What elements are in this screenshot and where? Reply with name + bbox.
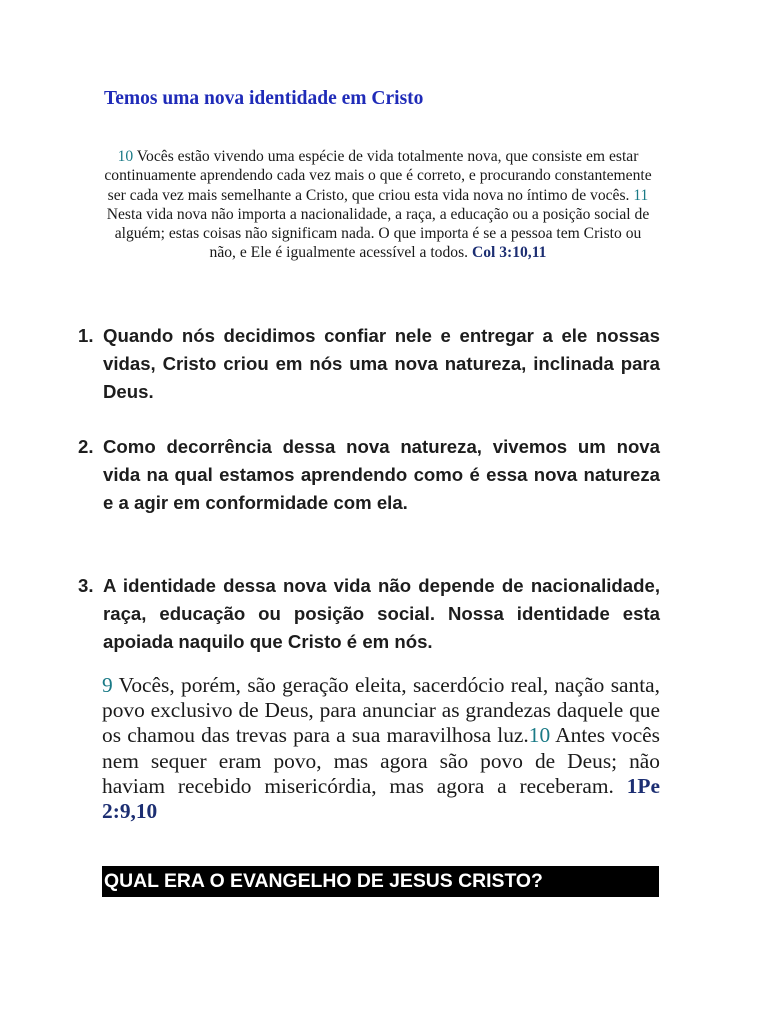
section-banner: QUAL ERA O EVANGELHO DE JESUS CRISTO? (102, 866, 659, 897)
list-number: 3. (78, 575, 94, 596)
verse-text: Vocês estão vivendo uma espécie de vida totalmente nova, que consiste em estar continuamente aprendendo cada vez mais o que é correto, e procurando constantemente ser cada vez mais semelhante a Cristo, que criou esta vida nova no íntimo de vocês. (104, 148, 652, 204)
verse-number: 11 (633, 186, 649, 204)
list-item-text: A identidade dessa nova vida não depende de nacionalidade, raça, educação ou posição social. Nossa identidade esta apoiada naquilo que Cristo é em nós. (103, 575, 660, 652)
bible-quote-1-peter (102, 673, 660, 824)
section-heading: Temos uma nova identidade em Cristo (104, 88, 424, 109)
list-item (78, 572, 660, 656)
scripture-reference: Col 3:10,11 (471, 244, 547, 262)
list-item-text: Quando nós decidimos confiar nele e entregar a ele nossas vidas, Cristo criou em nós uma nova natureza, inclinada para Deus. (103, 325, 660, 402)
verse-number: 9 (102, 673, 113, 697)
list-item-text: Como decorrência dessa nova natureza, vivemos um nova vida na qual estamos aprendendo como é essa nova natureza e a agir em conformidade com ela. (103, 436, 660, 513)
scripture-reference: 1Pe 2:9,10 (102, 773, 660, 824)
verse-number: 10 (117, 148, 134, 165)
list-item (78, 433, 660, 517)
list-number: 2. (78, 436, 94, 457)
list-item (78, 322, 660, 406)
verse-text: Antes vocês nem sequer eram povo, mas agora são povo de Deus; não haviam recebido misericórdia, mas agora a receberam. (102, 723, 661, 798)
list-number: 1. (78, 325, 94, 346)
verse-text: Vocês, porém, são geração eleita, sacerdócio real, nação santa, povo exclusivo de Deus, para anunciar as grandezas daquele que os chamou das trevas para a sua maravilhosa luz. (102, 673, 660, 748)
verse-text: Nesta vida nova não importa a nacionalidade, a raça, a educação ou a posição social de alguém; estas coisas não significam nada. O que importa é se a pessoa tem Cristo ou não, e Ele é igualmente acessível a todos. (106, 205, 650, 262)
verse-number: 10 (528, 723, 551, 748)
bible-quote-colossians (104, 147, 652, 263)
